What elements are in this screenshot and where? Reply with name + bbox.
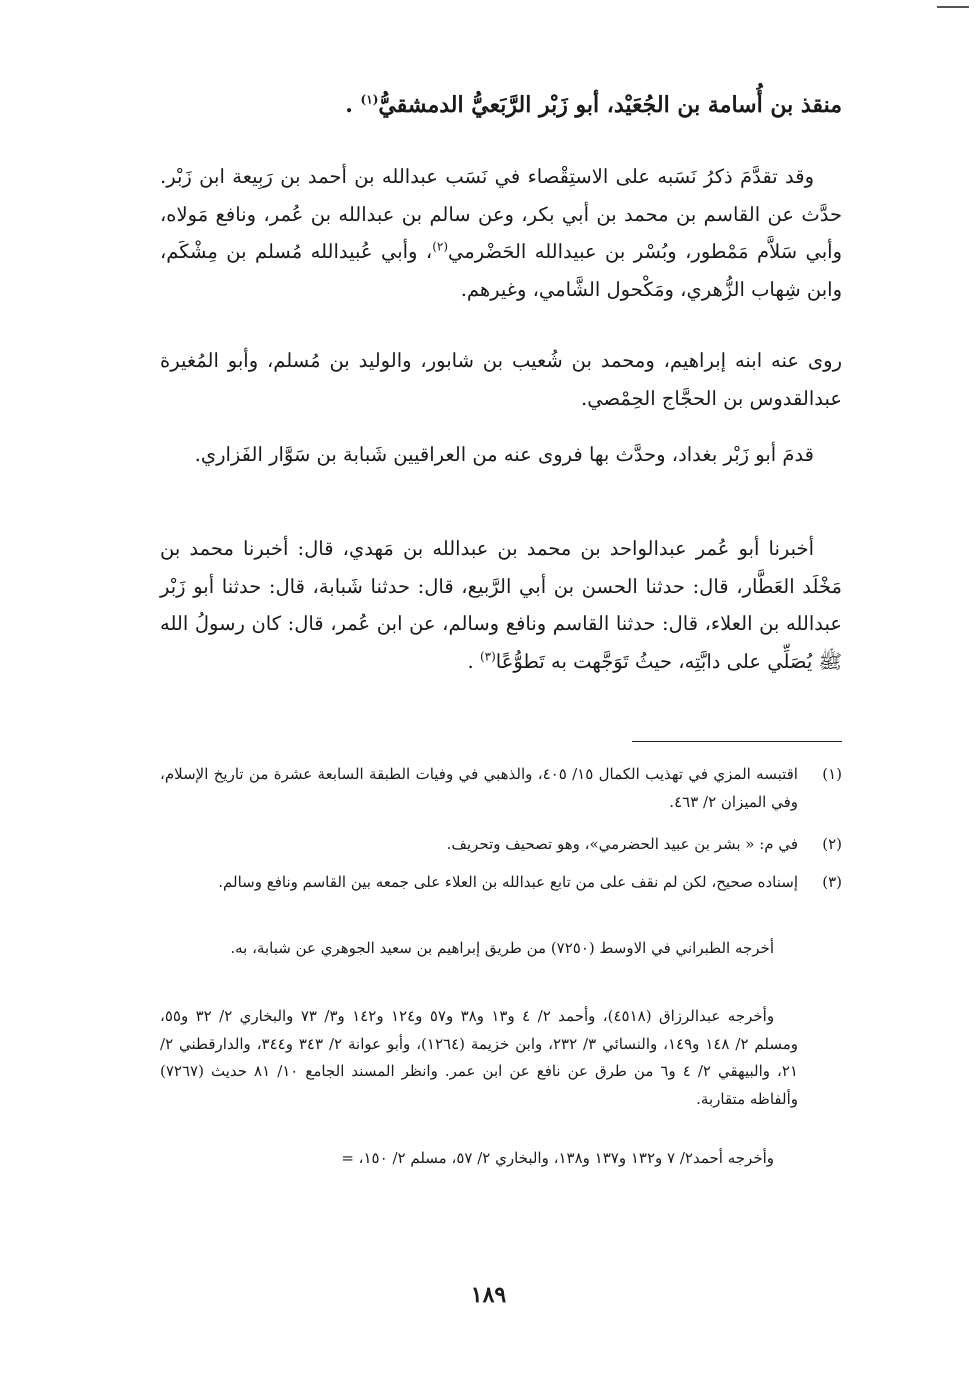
paragraph-1-text: وقد تقدَّمَ ذكرُ نَسَبه على الاستِقْصاء في نَسَب عبدالله بن أحمد بن رَبِيعة ابن زَبْر. حدَّث عن القاسم بن محمد بن أبي بكر، وعن سالم بن عبدالله بن عُمر، ونافع مَولاه، وأبي سَلاَّم مَمْطور، وبُسْر بن عبيدالله الحَضْرمي [160,165,843,263]
footnote-text: إسناده صحيح، لكن لم نقف على من تابع عبدالله بن العلاء على جمعه بين القاسم ونافع وسالم. [218,873,798,891]
footnote-text: أخرجه الطبراني في الاوسط (٧٢٥٠) من طريق إبراهيم بن سعيد الجوهري عن شبابة، به. [230,939,774,957]
paragraph-narrators: روى عنه ابنه إبراهيم، ومحمد بن شُعيب بن شابور، والوليد بن مُسلم، وأبو المُغيرة عبدالقدوس بن الحجَّاج الحِمْصي. [160,349,842,410]
footnote-3-continuation [160,935,842,963]
page-number: ١٨٩ [470,1282,507,1308]
footnote-2 [160,831,842,859]
paragraph-1-ref: (٢) [432,239,449,254]
footnote-number: (١) [822,765,842,783]
paragraph-lineage [160,158,842,308]
footnote-3-continuation [160,1145,842,1173]
footnote-3 [160,869,842,897]
corner-mark [937,6,969,8]
heading-end: . [345,92,361,118]
entry-heading [160,86,842,124]
footnote-divider [632,741,842,742]
paragraph-1-end: ، وأبي عُبيدالله مُسلم بن مِشْكَم، وابن شِهاب الزُّهري، ومَكْحول الشَّامي، وغيرهم. [160,240,842,301]
paragraph-4-end: . [467,649,480,673]
footnote-3-continuation [160,1003,842,1113]
footnote-1 [160,761,842,816]
entry-heading-text: منقذ بن أُسامة بن الجُعَيْد، أبو زَبْر الرَّبَعيُّ الدمشقيُّ [378,92,842,118]
heading-footnote-ref: (١) [360,92,379,107]
paragraph-4-text: أخبرنا أبو عُمر عبدالواحد بن محمد بن عبدالله بن مَهدي، قال: أخبرنا محمد بن مَخْلَد العَطَّار، قال: حدثنا الحسن بن أبي الرَّبيع، قال: حدثنا شَبابة، قال: حدثنا أبو زَبْر عبدالله بن العلاء، قال: حدثنا القاسم ونافع وسالم، عن ابن عُمر، قال: كان رسولُ الله ﷺ يُصَلِّي على دابَّتِه، حيثُ تَوَجَّهت به تَطوُّعًا [160,537,842,673]
footnote-number: (٢) [822,835,842,853]
footnote-text: وأخرجه عبدالرزاق (٤٥١٨)، وأحمد ٢/ ٤ و١٣ و٣٨ و٥٧ و١٢٤ و١٤٢ و٣/ ٧٣ والبخاري ٢/ ٣٢ و٥٥، ومسلم ٢/ ١٤٨ و١٤٩، والنسائي ٣/ ٢٣٢، وابن خزيمة (١٢٦٤)، وأبو عوانة ٢/ ٣٤٣ و٣٤٤، والدارقطني ٢/ ٢١، والبيهقي ٢/ ٤ و٦ من طرق عن نافع عن ابن عمر. وانظر المسند الجامع ١٠/ ٨١ حديث (٧٢٦٧) وألفاظه متقاربة. [160,1007,799,1108]
paragraph-4-ref: (٣) [479,649,496,663]
paragraph-hadith [160,530,842,680]
footnote-number: (٣) [822,873,842,891]
footnote-text: اقتبسه المزي في تهذيب الكمال ١٥/ ٤٠٥، والذهبي في وفيات الطبقة السابعة عشرة من تاريخ الإسلام، وفي الميزان ٢/ ٤٦٣. [160,765,798,811]
footnote-text: في م: « بشر بن عبيد الحضرمي»، وهو تصحيف وتحريف. [446,835,798,853]
paragraph-baghdad: قدمَ أبو زَبْر بغداد، وحدَّث بها فروى عنه من العراقيين شَبابة بن سَوَّار الفَزاري. [194,443,814,466]
footnote-text: وأخرجه أحمد٢/ ٧ و١٣٢ و١٣٧ و١٣٨، والبخاري ٢/ ٥٧، مسلم ٢/ ١٥٠، = [341,1149,774,1167]
